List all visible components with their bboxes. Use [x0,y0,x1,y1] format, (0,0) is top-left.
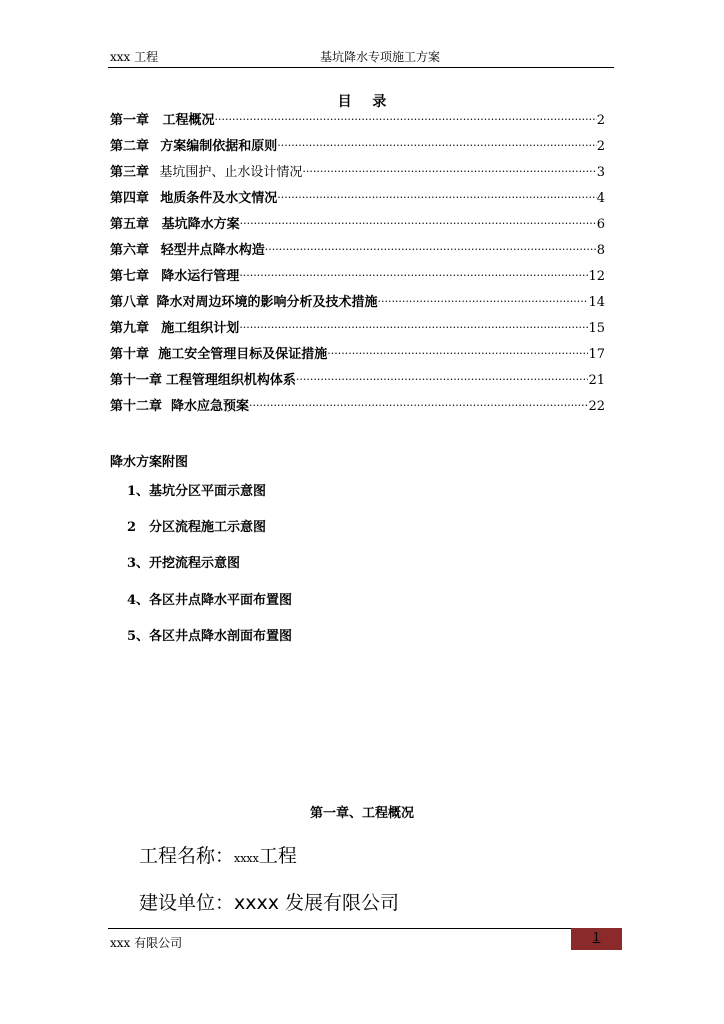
toc-entry[interactable] [110,240,605,258]
toc-page: 15 [588,321,605,336]
toc-page: 12 [588,269,605,284]
toc-chapter: 第八章 [110,295,150,310]
footer-company: xxx 有限公司 [110,936,183,950]
project-name-line [139,841,297,868]
toc-name: 降水应急预案 [170,399,249,414]
toc-leader [265,242,597,258]
toc-entry[interactable] [110,188,605,206]
toc-entry[interactable] [110,344,605,362]
chapter-heading: 第一章、工程概况 [309,806,414,821]
appendix-item: 2 分区流程施工示意图 [127,520,267,535]
project-name-label: 工程名称： [139,845,235,867]
toc-page: 3 [596,165,605,180]
toc-name: 地质条件及水文情况 [160,191,278,206]
toc-entry[interactable] [110,370,605,388]
toc-leader [277,138,596,154]
toc-page: 6 [596,217,605,232]
toc-leader [249,398,588,414]
project-name-value: 工程 [258,845,297,867]
toc-name: 工程概况 [162,113,215,128]
toc-name: 轻型井点降水构造 [160,243,265,258]
toc-name: 施工安全管理目标及保证措施 [158,347,328,362]
toc-name: 施工组织计划 [161,321,240,336]
toc-chapter: 第一章 [110,113,150,128]
toc-leader [214,112,596,128]
toc-page: 4 [596,191,605,206]
toc-entry[interactable] [110,214,605,232]
footer-divider [108,928,622,929]
toc-chapter: 第二章 [110,139,150,154]
toc-entry[interactable] [110,396,605,414]
toc-name: 工程管理组织机构体系 [165,373,296,388]
toc-chapter: 第十章 [110,347,150,362]
toc-leader [277,190,596,206]
header-left-text: xxx 工程 [110,50,159,64]
toc-page: 17 [588,347,605,362]
appendix-title: 降水方案附图 [110,455,189,470]
builder-value: xxxx 发展有限公司 [234,892,400,914]
toc-entry[interactable] [110,162,605,180]
toc-page: 8 [596,243,605,258]
toc-page: 2 [596,113,605,128]
toc-leader [240,216,597,232]
toc-chapter: 第六章 [110,243,150,258]
toc-leader [377,294,588,310]
toc-name: 降水对周边环境的影响分析及技术措施 [156,295,378,310]
toc-entry[interactable] [110,318,605,336]
toc-chapter: 第十二章 [110,399,163,414]
appendix-item: 1、基坑分区平面示意图 [127,484,267,499]
project-name-prefix: xxxx [234,852,259,865]
appendix-item: 5、各区井点降水剖面布置图 [127,629,293,644]
toc-title: 目 录 [337,94,395,110]
toc-leader [327,346,588,362]
toc-page: 21 [588,373,605,388]
appendix-item: 3、开挖流程示意图 [127,556,241,571]
header-center-title: 基坑降水专项施工方案 [320,50,441,64]
toc-page: 14 [588,295,605,310]
toc-leader [239,268,588,284]
toc-page: 2 [596,139,605,154]
toc-entry[interactable] [110,292,605,310]
toc-page: 22 [588,399,605,414]
toc-chapter: 第十一章 [110,373,163,388]
toc-name: 基坑降水方案 [161,217,240,232]
toc-leader [239,320,588,336]
toc-chapter: 第九章 [110,321,150,336]
toc-name: 基坑围护、止水设计情况 [159,165,303,180]
header-divider [108,67,614,68]
toc-name: 降水运行管理 [161,269,240,284]
toc-chapter: 第三章 [110,165,150,180]
toc-leader [296,372,589,388]
page-number: 1 [592,930,601,944]
toc-chapter: 第四章 [110,191,150,206]
builder-label: 建设单位： [139,892,235,914]
appendix-item: 4、各区井点降水平面布置图 [127,593,293,608]
toc-chapter: 第七章 [110,269,150,284]
toc-entry[interactable] [110,136,605,154]
toc-entry[interactable] [110,110,605,128]
builder-line [139,888,399,915]
toc-chapter: 第五章 [110,217,150,232]
toc-entry[interactable] [110,266,605,284]
toc-leader [302,164,596,180]
toc-name: 方案编制依据和原则 [160,139,278,154]
